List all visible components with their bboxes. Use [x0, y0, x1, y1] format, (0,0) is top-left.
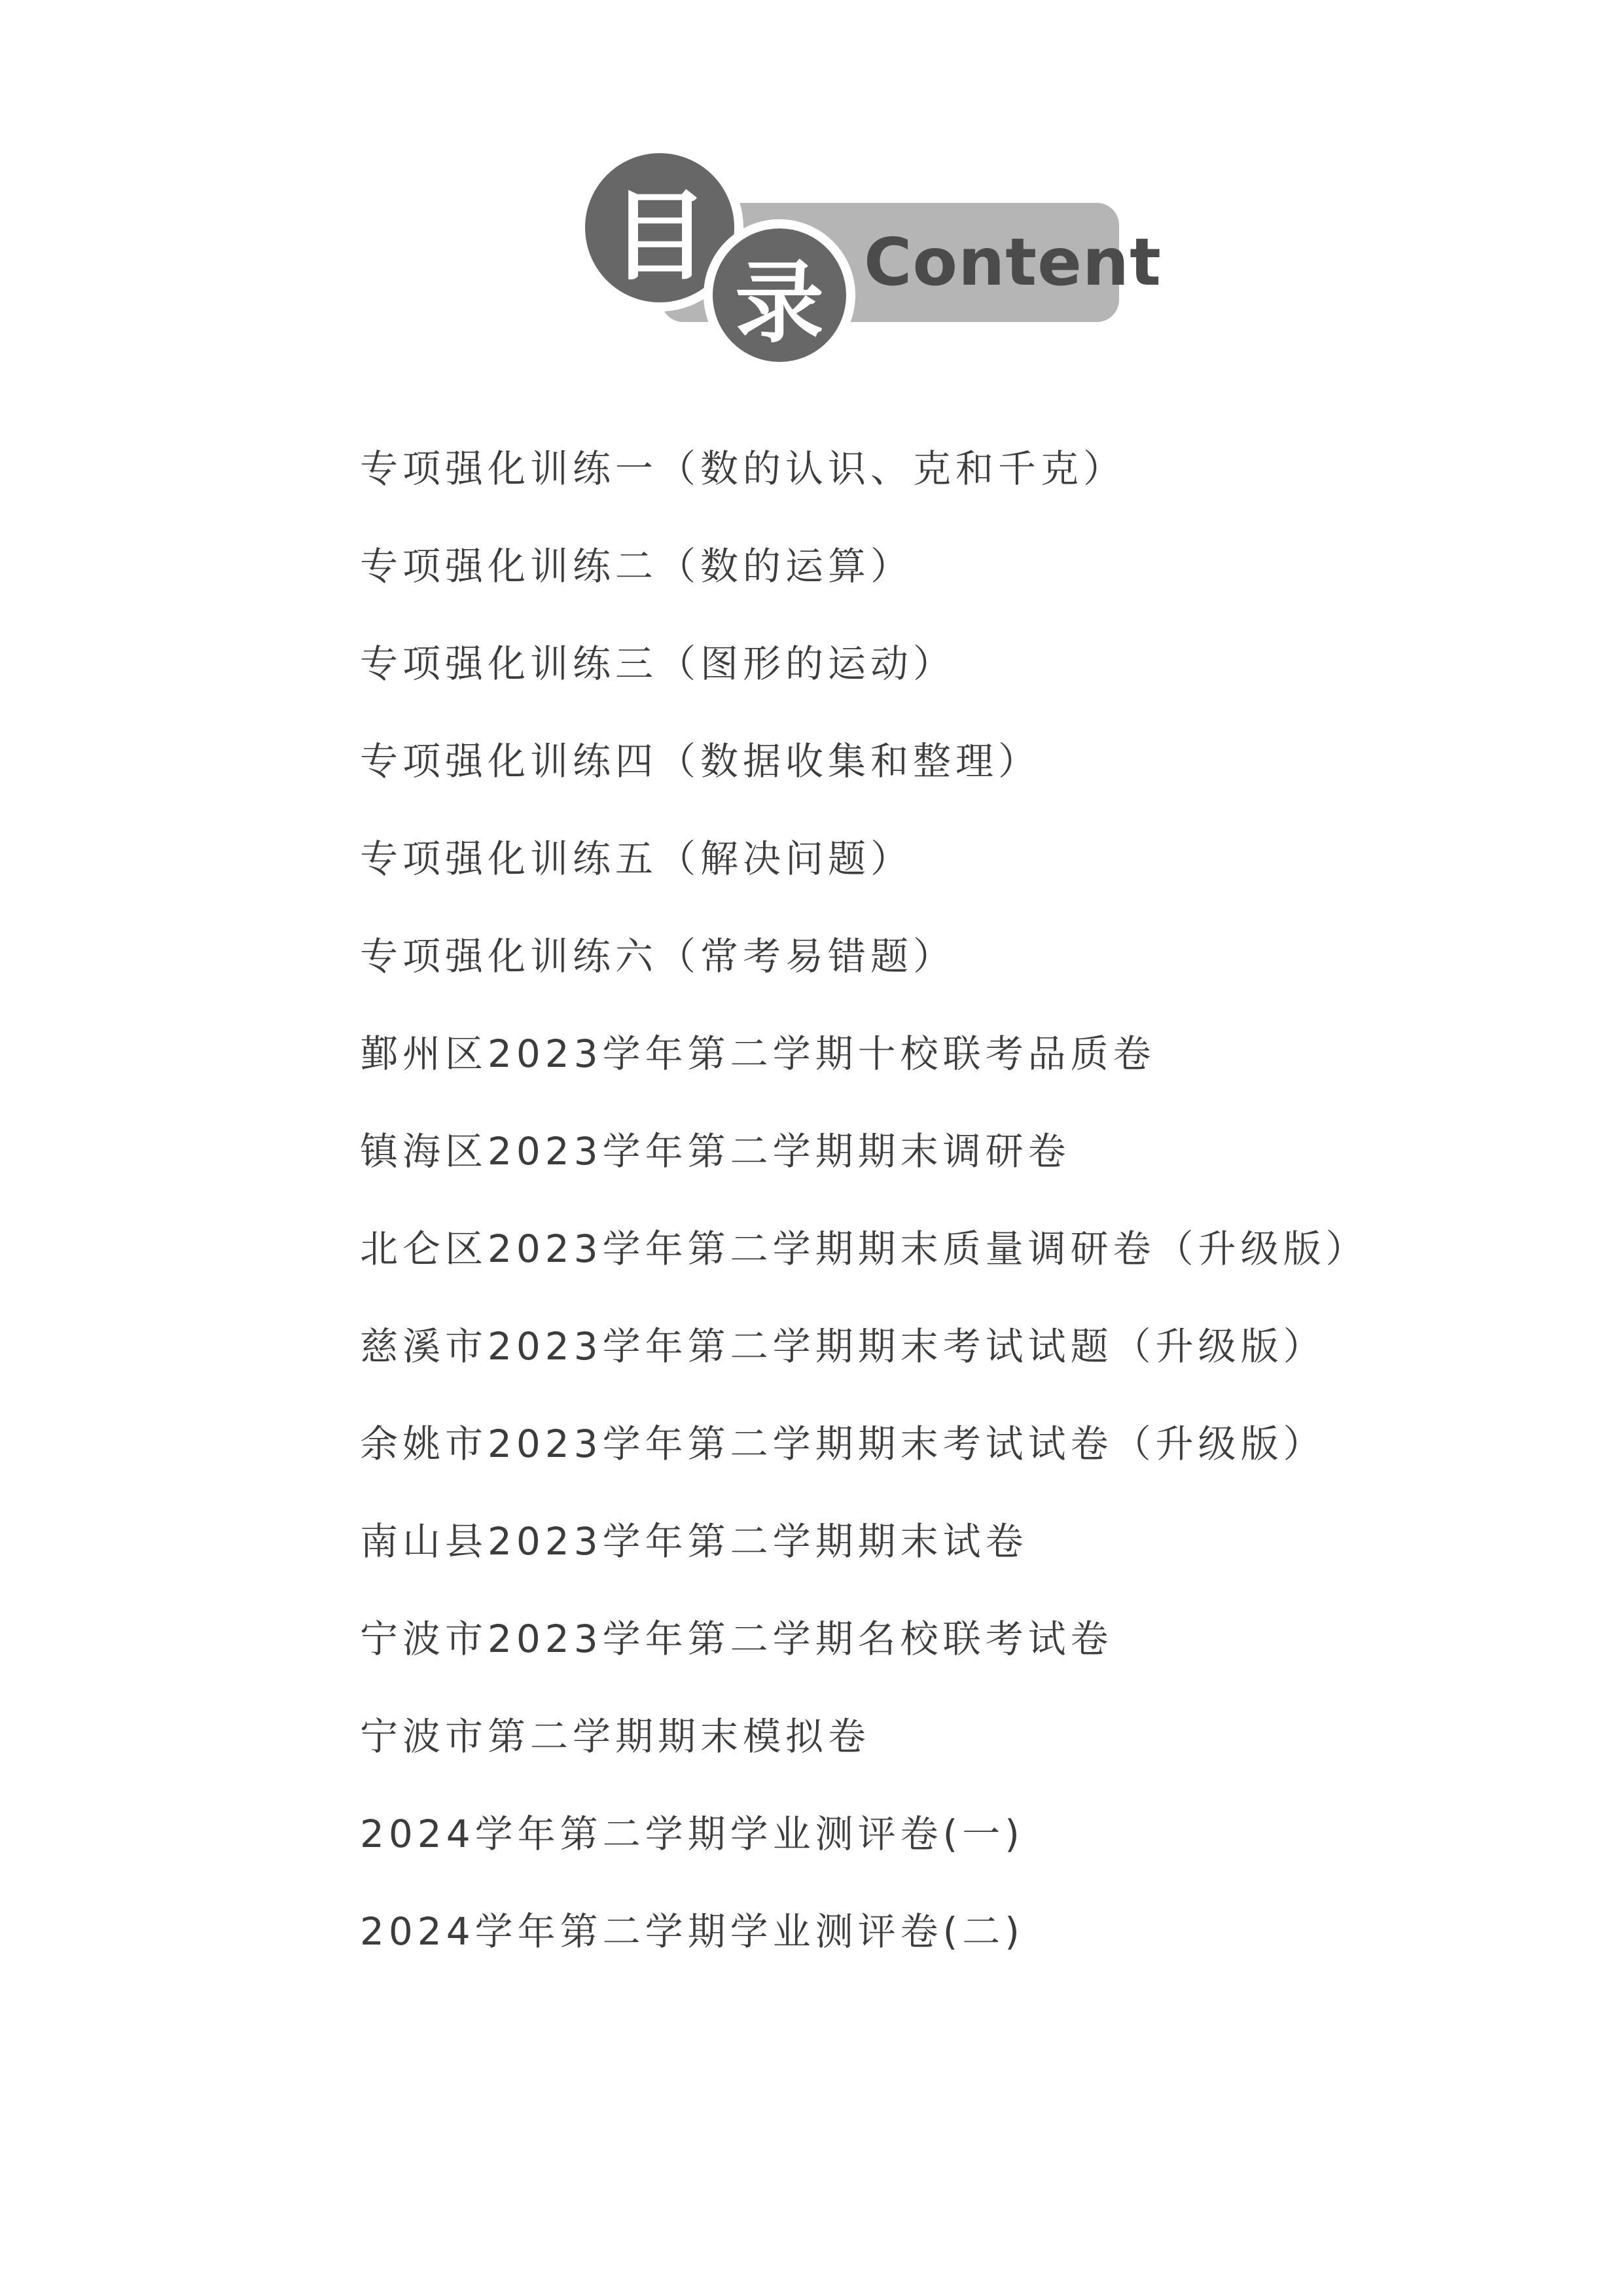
toc-item-4: 专项强化训练四（数据收集和整理）	[360, 739, 1041, 783]
toc-item-2: 专项强化训练二（数的运算）	[360, 544, 914, 588]
header-title-en: Content	[864, 224, 1162, 300]
header-char-lu: 录	[735, 252, 824, 355]
toc-item-11: 余姚市2023学年第二学期期末考试试卷（升级版）	[360, 1422, 1326, 1466]
toc-item-14: 宁波市第二学期期末模拟卷	[360, 1714, 871, 1759]
toc-item-7: 鄞州区2023学年第二学期十校联考品质卷	[360, 1031, 1156, 1076]
toc-header	[576, 144, 1204, 360]
toc-item-12: 南山县2023学年第二学期期末试卷	[360, 1519, 1028, 1564]
header-char-mu: 目	[610, 180, 709, 294]
toc-item-16: 2024学年第二学期学业测评卷(二)	[360, 1909, 1024, 1954]
table-of-contents	[360, 437, 1368, 1998]
header-circle-lu	[704, 219, 855, 371]
toc-item-8: 镇海区2023学年第二学期期末调研卷	[360, 1129, 1071, 1174]
toc-item-6: 专项强化训练六（常考易错题）	[360, 934, 956, 978]
toc-item-15: 2024学年第二学期学业测评卷(一)	[360, 1812, 1024, 1856]
toc-item-1: 专项强化训练一（数的认识、克和千克）	[360, 446, 1126, 491]
toc-item-5: 专项强化训练五（解决问题）	[360, 836, 914, 881]
toc-item-10: 慈溪市2023学年第二学期期末考试试题（升级版）	[360, 1324, 1326, 1369]
toc-item-3: 专项强化训练三（图形的运动）	[360, 641, 956, 686]
toc-item-13: 宁波市2023学年第二学期名校联考试卷	[360, 1617, 1113, 1661]
toc-item-9: 北仑区2023学年第二学期期末质量调研卷（升级版）	[360, 1227, 1368, 1271]
